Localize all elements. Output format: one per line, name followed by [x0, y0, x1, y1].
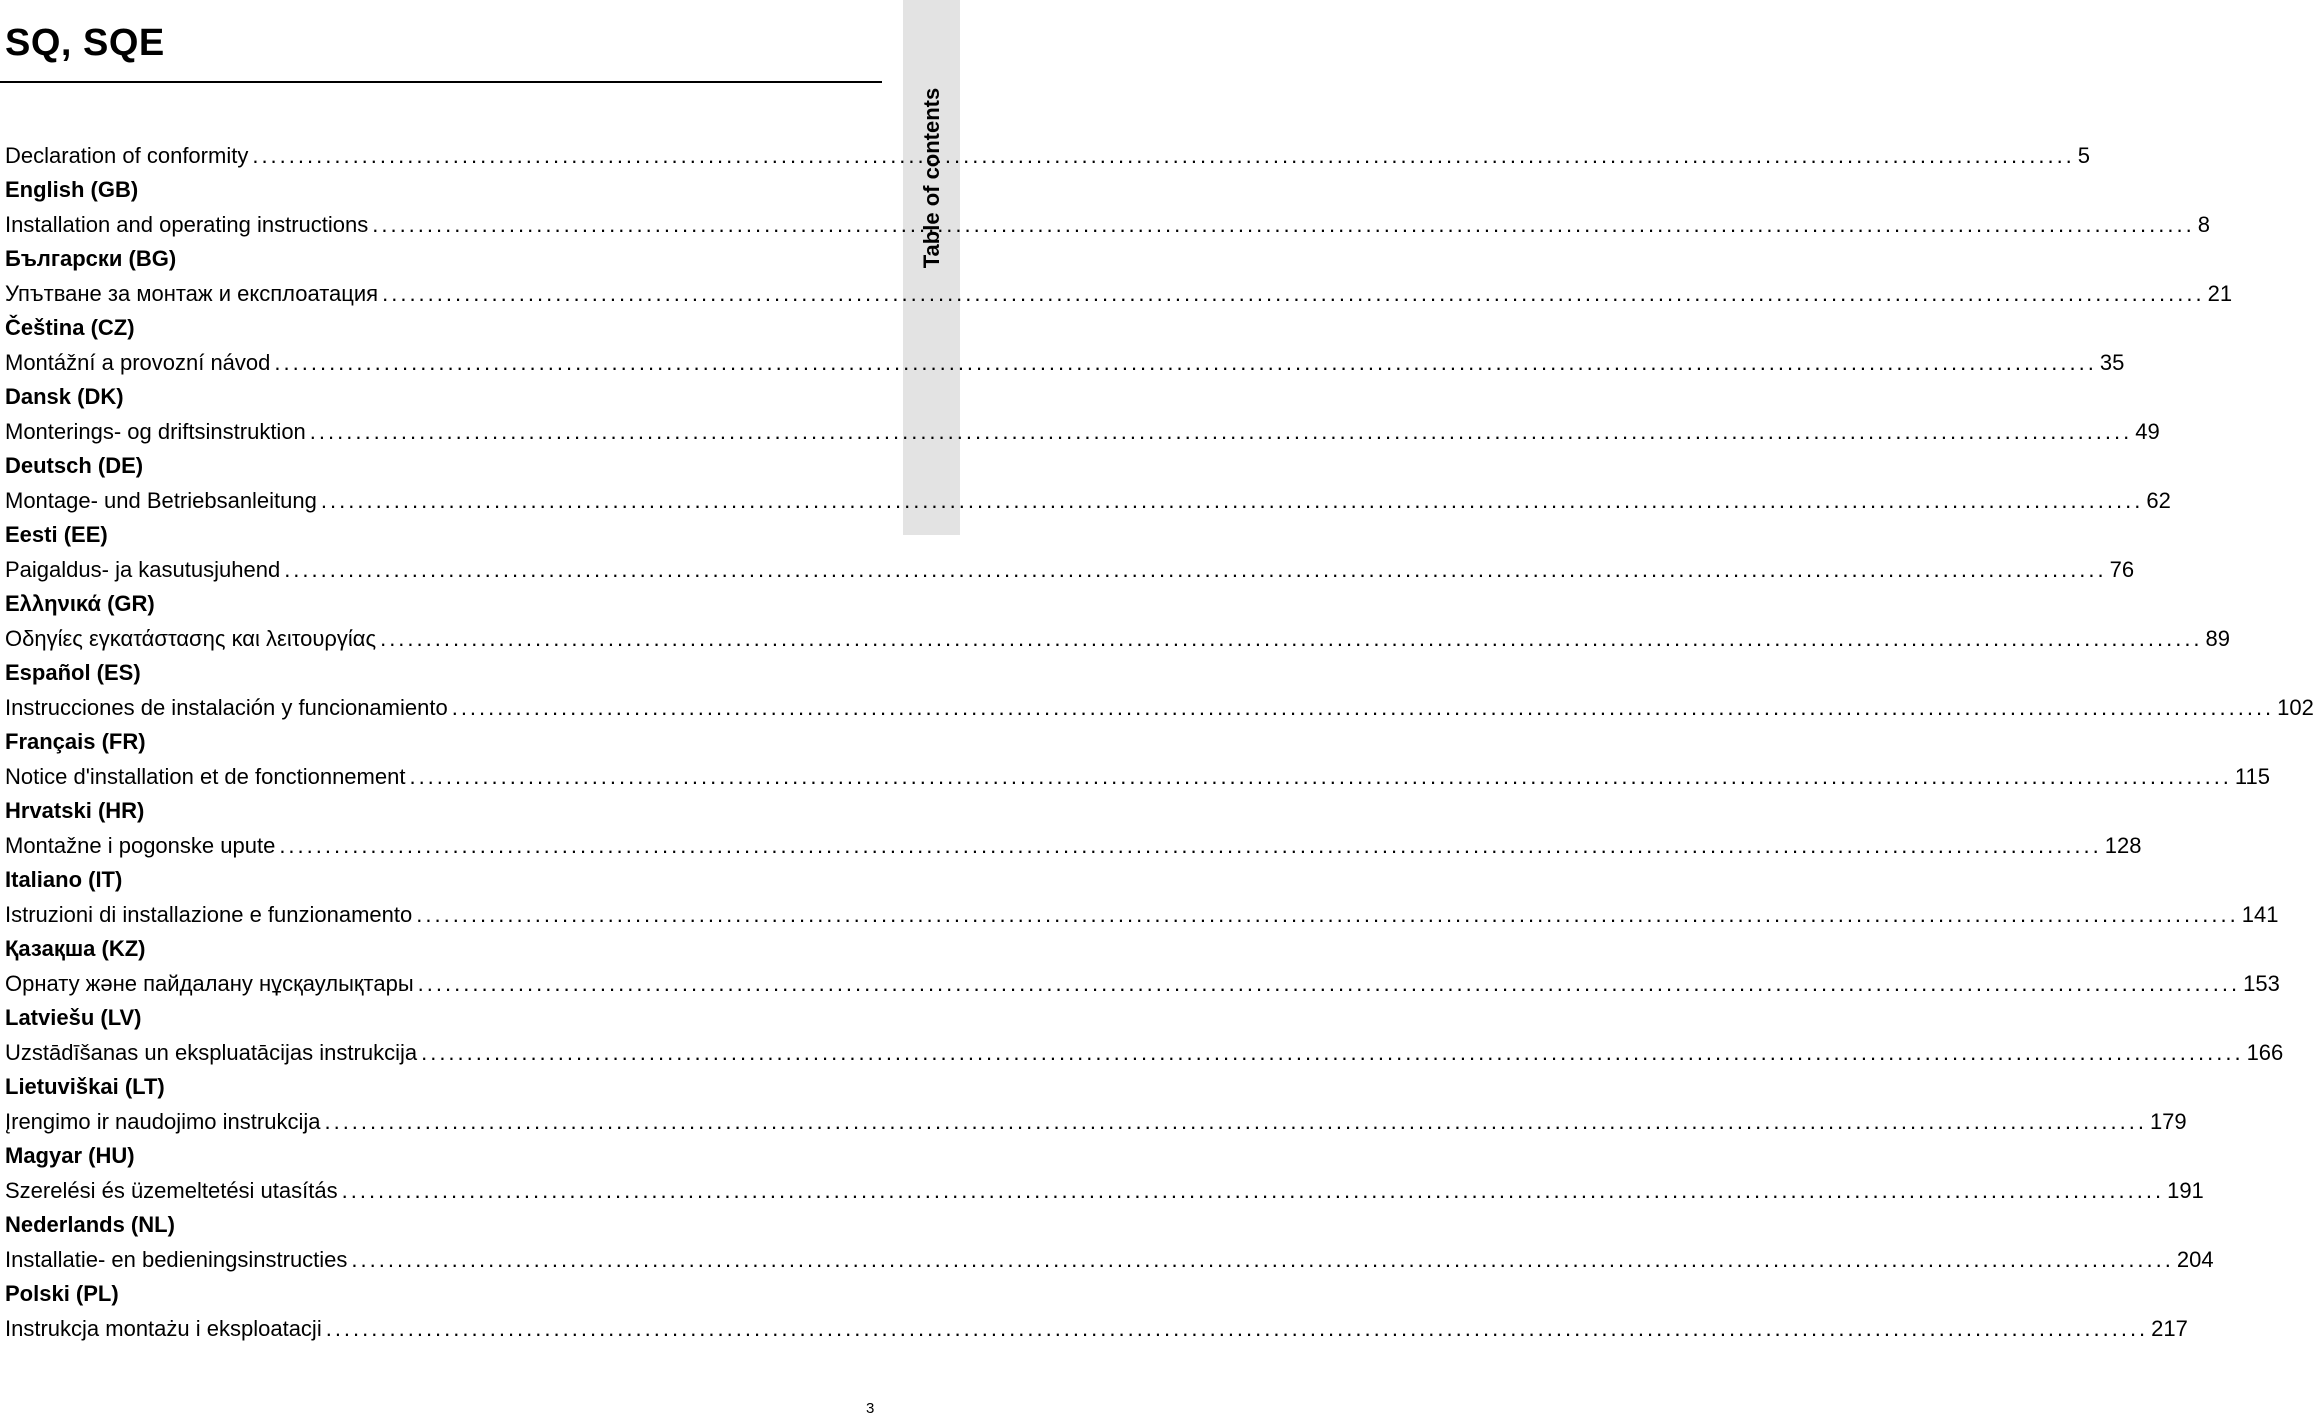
page-number: 3: [866, 1400, 875, 1417]
toc-entry-page: 166: [2246, 1040, 2284, 1065]
toc-section: [5, 587, 2231, 656]
toc-section: [5, 656, 2314, 725]
toc-entry[interactable]: [5, 897, 2279, 932]
language-heading: Български (BG): [5, 246, 177, 271]
toc-entry-page: 21: [2207, 281, 2233, 306]
language-heading: Hrvatski (HR): [5, 798, 145, 823]
language-heading: Español (ES): [5, 660, 141, 685]
toc-entry-page: 5: [2077, 143, 2091, 168]
page-title: SQ, SQE: [5, 22, 165, 64]
dot-leader: ........................................................................................................................................................................................................: [380, 626, 2203, 651]
language-heading: Magyar (HU): [5, 1143, 135, 1168]
toc-section: [5, 794, 2142, 863]
toc-entry[interactable]: [5, 690, 2314, 725]
toc-entry-text: Installatie- en bedieningsinstructies: [5, 1247, 348, 1272]
language-heading: Nederlands (NL): [5, 1212, 175, 1237]
language-heading: Қазақша (KZ): [5, 936, 146, 961]
language-heading: Dansk (DK): [5, 384, 124, 409]
toc-section: [5, 1208, 2214, 1277]
dot-leader: ........................................................................................................................................................................................................: [279, 833, 2102, 858]
toc-entry-text: Declaration of conformity: [5, 143, 249, 168]
toc-entry-text: Montážní a provozní návod: [5, 350, 271, 375]
toc-entry[interactable]: [5, 1242, 2214, 1277]
dot-leader: ........................................................................................................................................................................................................: [252, 143, 2075, 168]
toc-entry[interactable]: [5, 966, 2280, 1001]
dot-leader: ........................................................................................................................................................................................................: [451, 695, 2275, 720]
side-tab-label: Table of contents: [918, 87, 944, 269]
language-heading: Ελληνικά (GR): [5, 591, 155, 616]
toc-section: [5, 242, 2233, 311]
dot-leader: ........................................................................................................................................................................................................: [274, 350, 2097, 375]
toc-entry[interactable]: [5, 1311, 2188, 1346]
toc-entry-page: 191: [2167, 1178, 2204, 1203]
toc-section: [5, 932, 2280, 1001]
toc-entry[interactable]: [5, 1173, 2204, 1208]
toc-entry-page: 89: [2205, 626, 2231, 651]
language-heading: Italiano (IT): [5, 867, 123, 892]
dot-leader: ........................................................................................................................................................................................................: [320, 488, 2144, 513]
toc-section: [5, 380, 2160, 449]
toc-entry-page: 204: [2176, 1247, 2214, 1272]
toc-entry-text: Орнату және пайдалану нұсқаулықтары: [5, 971, 414, 996]
language-heading: English (GB): [5, 177, 139, 202]
toc-entry-text: Instrukcja montażu i eksploatacji: [5, 1316, 322, 1341]
toc-entry-text: Szerelési és üzemeltetési utasítás: [5, 1178, 338, 1203]
dot-leader: ........................................................................................................................................................................................................: [382, 281, 2205, 306]
toc-entry-page: 76: [2109, 557, 2135, 582]
toc-section: [5, 1070, 2187, 1139]
toc-section: [5, 449, 2171, 518]
toc-entry-page: 49: [2135, 419, 2160, 444]
toc-entry[interactable]: [5, 276, 2233, 311]
dot-leader: ........................................................................................................................................................................................................: [409, 764, 2232, 789]
toc-section: [5, 518, 2135, 587]
toc-entry-page: 217: [2151, 1316, 2188, 1341]
dot-leader: ........................................................................................................................................................................................................: [372, 212, 2195, 237]
toc-entry[interactable]: [5, 828, 2142, 863]
toc-entry[interactable]: [5, 1104, 2187, 1139]
dot-leader: ........................................................................................................................................................................................................: [421, 1040, 2244, 1065]
toc-entry-page: 153: [2243, 971, 2280, 996]
toc-entry[interactable]: [5, 621, 2231, 656]
toc-entry-text: Installation and operating instructions: [5, 212, 369, 237]
toc-entry[interactable]: [5, 1035, 2284, 1070]
toc-entry[interactable]: [5, 759, 2270, 794]
toc-entry-page: 62: [2146, 488, 2171, 513]
toc-entry-text: Paigaldus- ja kasutusjuhend: [5, 557, 281, 582]
toc-entry[interactable]: [5, 552, 2135, 587]
toc-entry[interactable]: [5, 414, 2160, 449]
language-heading: Latviešu (LV): [5, 1005, 142, 1030]
toc-entry-text: Montage- und Betriebsanleitung: [5, 488, 317, 513]
toc-section: [5, 1139, 2204, 1208]
toc-entry-declaration[interactable]: [5, 138, 2091, 173]
toc-section: [5, 725, 2270, 794]
toc-section: [5, 1277, 2188, 1346]
toc-entry-page: 115: [2234, 764, 2270, 789]
dot-leader: ........................................................................................................................................................................................................: [341, 1178, 2165, 1203]
toc-entry[interactable]: [5, 207, 2210, 242]
language-heading: Čeština (CZ): [5, 315, 135, 340]
dot-leader: ........................................................................................................................................................................................................: [309, 419, 2133, 444]
toc-section: [5, 1001, 2284, 1070]
toc-section: [5, 863, 2279, 932]
toc-entry-page: 141: [2241, 902, 2279, 927]
toc-entry-text: Įrengimo ir naudojimo instrukcija: [5, 1109, 321, 1134]
dot-leader: ........................................................................................................................................................................................................: [325, 1316, 2149, 1341]
language-heading: Eesti (EE): [5, 522, 108, 547]
toc-entry-text: Notice d'installation et de fonctionnement: [5, 764, 406, 789]
toc-section: [5, 311, 2125, 380]
side-tab: [903, 0, 960, 535]
dot-leader: ........................................................................................................................................................................................................: [417, 971, 2241, 996]
toc-entry-text: Uzstādīšanas un ekspluatācijas instrukcija: [5, 1040, 418, 1065]
toc-entry-text: Упътване за монтаж и експлоатация: [5, 281, 379, 306]
toc-entry-page: 102: [2277, 695, 2314, 720]
title-divider: [0, 81, 882, 83]
toc-entry-page: 179: [2149, 1109, 2187, 1134]
toc-entry-text: Οδηγίες εγκατάστασης και λειτουργίας: [5, 626, 377, 651]
toc-entry-page: 8: [2197, 212, 2210, 237]
dot-leader: ........................................................................................................................................................................................................: [324, 1109, 2147, 1134]
toc-section: [5, 173, 2210, 242]
toc-entry-text: Istruzioni di installazione e funzionamento: [5, 902, 413, 927]
dot-leader: ........................................................................................................................................................................................................: [351, 1247, 2174, 1272]
language-heading: Lietuviškai (LT): [5, 1074, 165, 1099]
toc-entry-text: Monterings- og driftsinstruktion: [5, 419, 306, 444]
toc-entry[interactable]: [5, 483, 2171, 518]
toc-entry-text: Montažne i pogonske upute: [5, 833, 276, 858]
language-heading: Deutsch (DE): [5, 453, 144, 478]
dot-leader: ........................................................................................................................................................................................................: [284, 557, 2107, 582]
toc-entry-page: 35: [2099, 350, 2125, 375]
toc-entry-text: Instrucciones de instalación y funcionamiento: [5, 695, 448, 720]
dot-leader: ........................................................................................................................................................................................................: [416, 902, 2239, 927]
toc-entry-page: 128: [2104, 833, 2142, 858]
toc-entry[interactable]: [5, 345, 2125, 380]
language-heading: Polski (PL): [5, 1281, 119, 1306]
language-heading: Français (FR): [5, 729, 146, 754]
